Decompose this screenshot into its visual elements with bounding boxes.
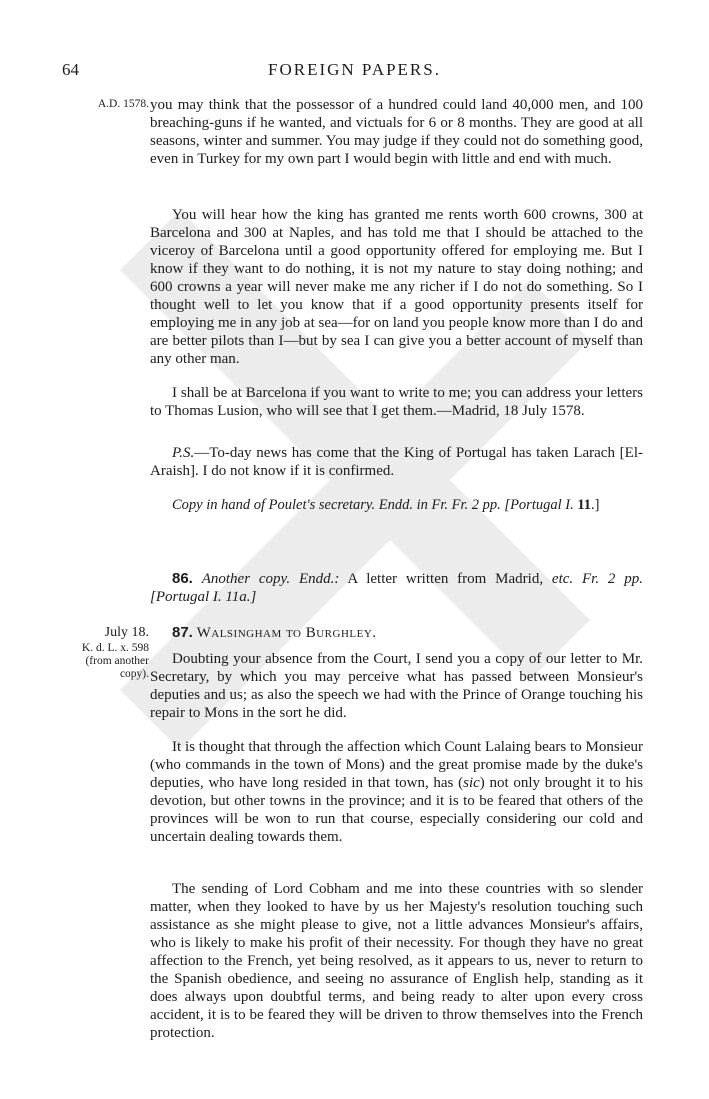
- paragraph-text: I shall be at Barcelona if you want to write to me; you can address your letters to Thomas Lusion, who will see that I get them.—Madrid, 18 July 1578.: [150, 385, 643, 419]
- page-number: 64: [62, 60, 79, 79]
- note-ref-number: 11: [577, 497, 592, 513]
- margin-ref-2: (from another: [85, 655, 149, 667]
- note-ref: [Portugal I.: [504, 497, 574, 513]
- paragraph-text: you may think that the possessor of a hundred could land 40,000 men, and 100 breaching-guns if he wanted, and victuals for 6 or 8 months. They are good at all seasons, winter and summer. You may judge if they could not do something good, even in Turkey for my own part I would begin with little and end with much.: [150, 97, 643, 167]
- paragraph-text-cont: ) not only brought it to his devotion, but other towns in the province; and it is to be feared that others of the provinces will be won to run that course, especially considering our cold and uncertain dealing towards them.: [150, 775, 643, 845]
- margin-year: A.D. 1578.: [97, 98, 149, 110]
- entry-title: Walsingham to Burghley.: [196, 625, 377, 641]
- entry-86-etc: etc.: [551, 571, 574, 587]
- paragraph-text: The sending of Lord Cobham and me into these countries with so slender matter, when they looked to have by us her Majesty's resolution touching such assistance as she might please to give, not a little advances Monsieur's affairs, who is likely to make his profit of their necessity. For though they have no great affection to the French, yet being resolved, as it appears to us, never to return to the Spanish obedience, and seeing no assurance of English help, standing as it does always upon doubtful terms, and being ready to alter upon every cross accident, it is to be feared they will be driven to throw themselves into the French protection.: [150, 881, 643, 1041]
- paragraph-text: It is thought that through the affection which Count Lalaing bears to Monsieur (who commands in the town of Mons) and the great promise made by the duke's deputies, who have long resided in that town, has (: [150, 739, 643, 791]
- paragraph: [150, 96, 643, 168]
- paragraph: [150, 650, 643, 722]
- entry-86-ref: Fr. 2 pp. [Portugal I. 11a.]: [150, 571, 644, 605]
- entry-87-heading: [150, 624, 643, 642]
- entry-86-text: A letter written from Madrid,: [339, 571, 552, 587]
- endorsement-note: [150, 496, 643, 514]
- margin-ref-3: copy).: [119, 668, 149, 680]
- paragraph: [150, 880, 643, 1042]
- note-ref-close: .]: [591, 497, 600, 513]
- paragraph: [150, 384, 643, 420]
- entry-number: 86.: [172, 570, 193, 587]
- postscript: [150, 444, 643, 480]
- margin-ref-1: K. d. L. x. 598: [81, 642, 149, 654]
- paragraph: [150, 738, 643, 846]
- note-text: Copy in hand of Poulet's secretary. Endd. in Fr. Fr. 2 pp.: [172, 497, 501, 513]
- ps-text: —To-day news has come that the King of Portugal has taken Larach [El-Araish]. I do not know if it is confirmed.: [150, 445, 643, 479]
- paragraph-text: Doubting your absence from the Court, I send you a copy of our letter to Mr. Secretary, by which you may perceive what has passed between Monsieur's deputies and us; as also the speech we had with the Prince of Orange touching his repair to Mons in the sort he did.: [150, 651, 643, 721]
- sic-mark: sic: [463, 775, 480, 791]
- entry-86: [150, 570, 643, 606]
- paragraph-text: You will hear how the king has granted me rents worth 600 crowns, 300 at Barcelona and 300 at Naples, and has told me that I should be attached to the viceroy of Barcelona until a good opportunity offered for employing me. But I know if they want to do nothing, it is not my nature to stay doing nothing; and 600 crowns a year will never make me any richer if I do not do something. So I thought well to let you know that if a good opportunity presents itself for employing me in any job at sea—for on land you people know more than I do and are better pilots than I—but by sea I can give you a better account of myself than any other man.: [150, 207, 643, 367]
- running-title: FOREIGN PAPERS.: [268, 60, 441, 79]
- entry-86-desc: Another copy. Endd.:: [201, 571, 340, 587]
- paragraph: [150, 206, 643, 368]
- margin-date: July 18.: [104, 625, 149, 640]
- entry-number: 87.: [172, 624, 193, 641]
- ps-label: P.S.: [172, 445, 195, 461]
